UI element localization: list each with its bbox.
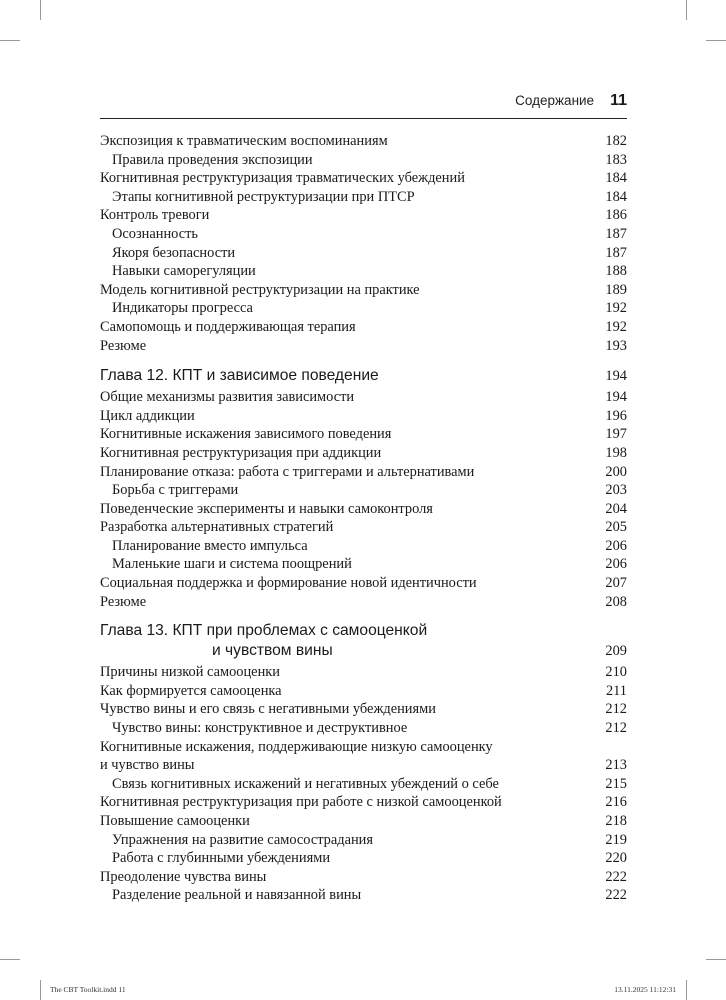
toc-entry-title: Когнитивная реструктуризация при работе с низкой самооценкой — [100, 794, 502, 811]
toc-subentry — [100, 537, 627, 556]
toc-entry — [100, 388, 627, 407]
toc-entry-title: Социальная поддержка и формирование новой идентичности — [100, 575, 477, 592]
page-ref: 209 — [605, 643, 627, 660]
toc-entry — [100, 206, 627, 225]
toc-subentry — [100, 775, 627, 794]
toc-entry-title: Этапы когнитивной реструктуризации при ПТСР — [112, 188, 415, 205]
toc-entry — [100, 444, 627, 463]
page-ref: 192 — [605, 300, 627, 317]
page-ref: 222 — [605, 868, 627, 885]
page-ref: 192 — [605, 318, 627, 335]
toc-entry-title: Когнитивная реструктуризация травматических убеждений — [100, 170, 465, 187]
toc-entry-title: Резюме — [100, 337, 147, 354]
toc-entry-title: Маленькие шаги и система поощрений — [112, 556, 352, 573]
crop-mark — [706, 959, 726, 960]
page-ref: 194 — [605, 368, 627, 385]
toc-subentry — [100, 299, 627, 318]
running-head-title: Содержание — [515, 93, 595, 108]
crop-mark — [706, 40, 726, 41]
toc-entry-title: Цикл аддикции — [100, 407, 195, 424]
header-rule — [100, 118, 627, 119]
toc-entry-title: Индикаторы прогресса — [112, 300, 253, 317]
toc-entry-title: Правила проведения экспозиции — [112, 151, 313, 168]
toc-entry — [100, 425, 627, 444]
page-ref: 186 — [605, 207, 627, 224]
crop-mark — [40, 980, 41, 1000]
page-ref: 215 — [605, 775, 627, 792]
page-ref: 184 — [605, 170, 627, 187]
toc-entry-title: Причины низкой самооценки — [100, 664, 280, 681]
crop-mark — [0, 959, 20, 960]
page-ref: 210 — [605, 664, 627, 681]
toc-entry-title: Когнитивные искажения зависимого поведения — [100, 426, 392, 443]
toc-entry-title: Чувство вины и его связь с негативными убеждениями — [100, 701, 436, 718]
chapter-title: Глава 13. КПТ при проблемах с самооценкой — [100, 622, 428, 640]
page-ref: 204 — [605, 500, 627, 517]
toc-entry — [100, 281, 627, 300]
page-ref: 182 — [605, 133, 627, 149]
toc-entry — [100, 812, 627, 831]
toc-entry-title: Упражнения на развитие самосострадания — [112, 831, 373, 848]
page-ref: 189 — [605, 281, 627, 298]
toc-subentry — [100, 555, 627, 574]
page-ref: 212 — [605, 701, 627, 718]
toc-entry — [100, 132, 627, 151]
toc-entry — [100, 518, 627, 537]
toc-entry-title: Самопомощь и поддерживающая терапия — [100, 318, 356, 335]
chapter-heading — [100, 365, 627, 387]
toc-entry-title: Навыки саморегуляции — [112, 263, 256, 280]
toc-entry — [100, 500, 627, 519]
page-ref: 193 — [605, 337, 627, 354]
toc-subentry — [100, 225, 627, 244]
toc-subentry — [100, 188, 627, 207]
toc-entry — [100, 407, 627, 426]
page-ref: 211 — [605, 682, 627, 699]
toc-entry-title: Преодоление чувства вины — [100, 868, 267, 885]
page-ref: 196 — [605, 407, 627, 424]
toc-entry-title: Поведенческие эксперименты и навыки самоконтроля — [100, 500, 433, 517]
toc-entry — [100, 574, 627, 593]
chapter-title-continued: и чувством вины — [212, 642, 333, 660]
slug-file: The CBT Toolkit.indd 11 — [50, 985, 126, 994]
toc-entry-title: Контроль тревоги — [100, 207, 210, 224]
toc-entry-title: Планирование отказа: работа с триггерами и альтернативами — [100, 463, 475, 480]
toc-entry-title: Работа с глубинными убеждениями — [112, 850, 331, 867]
toc-subentry — [100, 244, 627, 263]
toc-entry — [100, 593, 627, 612]
page-ref: 188 — [605, 263, 627, 280]
crop-mark — [686, 0, 687, 20]
toc-entry-title: Связь когнитивных искажений и негативных убеждений о себе — [112, 775, 499, 792]
page-ref: 219 — [605, 831, 627, 848]
page-ref: 222 — [605, 887, 627, 904]
page-ref: 194 — [605, 389, 627, 406]
toc-entry-title: Экспозиция к травматическим воспоминаниям — [100, 133, 388, 149]
toc-entry-title: Осознанность — [112, 225, 198, 242]
page-ref: 207 — [605, 575, 627, 592]
page-ref: 203 — [605, 482, 627, 499]
page-ref: 183 — [605, 151, 627, 168]
toc-subentry — [100, 262, 627, 281]
toc-entry — [100, 169, 627, 188]
toc-entry-title: Когнитивные искажения, поддерживающие низкую самооценку — [100, 738, 493, 755]
toc-entry-title: Модель когнитивной реструктуризации на практике — [100, 281, 420, 298]
page-ref: 200 — [605, 463, 627, 480]
crop-mark — [686, 980, 687, 1000]
chapter-title: Глава 12. КПТ и зависимое поведение — [100, 367, 379, 385]
page-number: 11 — [610, 92, 627, 109]
page-ref: 213 — [605, 757, 627, 774]
toc-entry-title: Повышение самооценки — [100, 813, 250, 829]
slug-timestamp: 13.11.2025 11:12:31 — [614, 985, 676, 994]
toc-entry — [100, 793, 627, 812]
toc-entry — [100, 663, 627, 682]
toc-subentry — [100, 481, 627, 500]
table-of-contents — [100, 132, 627, 905]
toc-entry — [100, 337, 627, 356]
toc-entry — [100, 463, 627, 482]
page-ref: 212 — [605, 720, 627, 737]
page-ref: 216 — [605, 794, 627, 811]
toc-entry-title: Борьба с триггерами — [112, 482, 239, 499]
toc-entry-title: Как формируется самооценка — [100, 682, 282, 699]
page-ref: 198 — [605, 444, 627, 461]
crop-mark — [0, 40, 20, 41]
toc-entry-title: Когнитивная реструктуризация при аддикции — [100, 444, 382, 461]
page-ref: 205 — [605, 519, 627, 536]
page-ref: 187 — [605, 225, 627, 242]
running-head — [100, 92, 627, 110]
page-ref: 208 — [605, 593, 627, 610]
page-ref: 206 — [605, 537, 627, 554]
toc-entry-title: Разделение реальной и навязанной вины — [112, 887, 362, 904]
toc-entry — [100, 682, 627, 701]
chapter-heading — [100, 621, 627, 661]
toc-entry — [100, 868, 627, 887]
crop-mark — [40, 0, 41, 20]
page-ref: 206 — [605, 556, 627, 573]
page-ref: 184 — [605, 188, 627, 205]
page-ref: 187 — [605, 244, 627, 261]
toc-entry-title: Чувство вины: конструктивное и деструктивное — [112, 720, 408, 737]
toc-entry — [100, 700, 627, 719]
page-ref: 220 — [605, 850, 627, 867]
page-ref: 218 — [605, 813, 627, 829]
toc-subentry — [100, 719, 627, 738]
toc-entry-title: Разработка альтернативных стратегий — [100, 519, 334, 536]
toc-subentry — [100, 831, 627, 850]
toc-entry-title: Якоря безопасности — [112, 244, 236, 261]
toc-subentry — [100, 151, 627, 170]
toc-entry — [100, 738, 627, 775]
toc-subentry — [100, 849, 627, 868]
toc-entry-title: Планирование вместо импульса — [112, 537, 308, 554]
toc-subentry — [100, 886, 627, 905]
page-ref: 197 — [605, 426, 627, 443]
toc-entry-title-continued: и чувство вины — [100, 757, 195, 774]
toc-entry-title: Общие механизмы развития зависимости — [100, 389, 355, 406]
toc-entry — [100, 318, 627, 337]
toc-entry-title: Резюме — [100, 593, 147, 610]
